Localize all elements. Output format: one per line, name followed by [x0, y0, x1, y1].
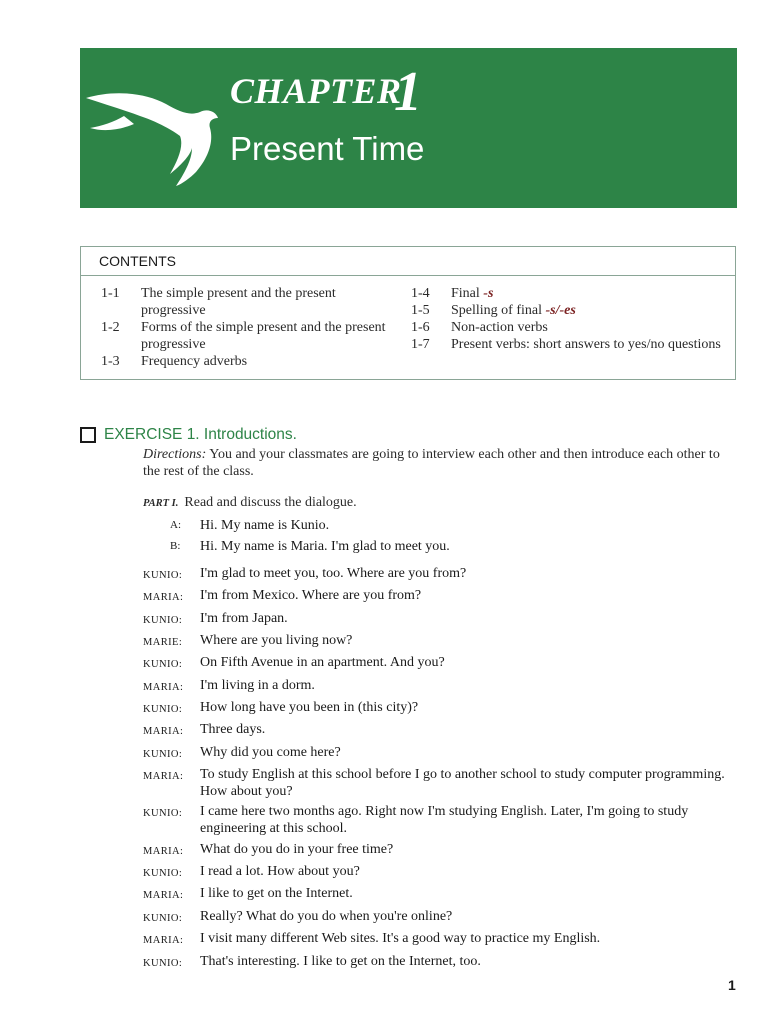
dialogue-text: I'm living in a dorm. [200, 677, 315, 693]
toc-number: 1-4 [411, 286, 430, 301]
dialogue-line [143, 610, 733, 629]
speaker-label: MARIA: [143, 726, 184, 738]
toc-item[interactable] [101, 353, 401, 370]
dialogue-line [170, 536, 710, 557]
dialogue-line [143, 677, 733, 696]
toc-text-emphasis: -s/-es [545, 303, 576, 318]
speaker-label: KUNIO: [143, 570, 183, 581]
dialogue-line [143, 587, 733, 606]
toc-item[interactable] [411, 302, 731, 319]
contents-heading: CONTENTS [81, 247, 735, 276]
directions-label: Directions: [143, 447, 207, 462]
dialogue-line [143, 766, 733, 800]
dialogue-line [143, 885, 733, 904]
speaker-label: MARIA: [143, 681, 184, 693]
speaker-label: KUNIO: [143, 957, 183, 969]
toc-text-main: Spelling of final [451, 303, 546, 318]
toc-item[interactable] [101, 285, 401, 319]
dialogue-text: I read a lot. How about you? [200, 864, 360, 880]
dialogue-text: I'm from Mexico. Where are you from? [200, 588, 422, 604]
dialogue-line [143, 744, 733, 763]
dialogue-line [143, 803, 733, 837]
part-label: PART I. [143, 498, 179, 509]
dialogue-text: That's interesting. I like to get on the Internet, too. [200, 953, 481, 969]
exercise-title: EXERCISE 1. Introductions. [104, 426, 297, 443]
speaker-label: KUNIO: [143, 912, 183, 924]
toc-text: Forms of the simple present and the present progressive [141, 320, 386, 352]
speaker-label: KUNIO: [143, 704, 183, 716]
toc-number: 1-2 [101, 320, 120, 335]
toc-text-emphasis: -s [483, 286, 494, 301]
toc-text: The simple present and the present progressive [141, 286, 336, 318]
dialogue-line [143, 699, 733, 718]
dialogue-text: To study English at this school before I go to another school to study computer programming. How about you? [200, 767, 725, 800]
toc-text: Present verbs: short answers to yes/no questions [451, 337, 721, 352]
toc-text [451, 285, 731, 302]
dialogue-text: I'm from Japan. [200, 610, 288, 626]
exercise-checkbox[interactable] [80, 427, 96, 443]
toc-number: 1-1 [101, 286, 120, 301]
toc-number: 1-6 [411, 320, 430, 335]
main-dialogue [143, 565, 733, 975]
chapter-number: 1 [394, 61, 422, 123]
dialogue-text: Where are you living now? [200, 633, 353, 649]
dialogue-text: On Fifth Avenue in an apartment. And you? [200, 655, 445, 671]
dialogue-text: I like to get on the Internet. [200, 886, 353, 902]
toc-number: 1-7 [411, 337, 430, 352]
directions-text: You and your classmates are going to interview each other and then introduce each other to the rest of the class. [143, 447, 720, 479]
page-number: 1 [728, 977, 736, 993]
contents-box [80, 246, 736, 380]
dialogue-line [143, 953, 733, 972]
speaker-label: KUNIO: [143, 659, 183, 671]
dialogue-line [143, 930, 733, 949]
toc-item[interactable] [411, 285, 731, 302]
toc-text: Frequency adverbs [141, 354, 248, 369]
dialogue-text: What do you do in your free time? [200, 841, 394, 857]
dialogue-text: I visit many different Web sites. It's a good way to practice my English. [200, 931, 601, 947]
speaker-label: MARIA: [143, 771, 184, 783]
chapter-title: Present Time [230, 130, 425, 167]
speaker-label: KUNIO: [143, 868, 183, 880]
chapter-banner [80, 48, 737, 208]
speaker-label: MARIA: [143, 592, 184, 604]
dialogue-line [143, 654, 733, 673]
dialogue-line [143, 721, 733, 740]
toc-item[interactable] [411, 319, 731, 336]
dialogue-text: How long have you been in (this city)? [200, 700, 419, 716]
dialogue-text: I'm glad to meet you, too. Where are you from? [200, 566, 467, 581]
speaker-label: MARIE: [143, 637, 183, 649]
speaker-label: A: [170, 519, 181, 531]
dialogue-line [170, 515, 710, 536]
speaker-label: B: [170, 540, 181, 552]
dialogue-line [143, 632, 733, 651]
toc-text-main: Final [451, 286, 484, 301]
ab-dialogue [170, 515, 710, 557]
dialogue-text: Why did you come here? [200, 744, 341, 760]
speaker-label: KUNIO: [143, 614, 183, 626]
toc-number: 1-5 [411, 303, 430, 318]
exercise-heading [80, 426, 297, 444]
speaker-label: MARIA: [143, 935, 184, 947]
speaker-label: KUNIO: [143, 808, 183, 820]
chapter-word: CHAPTER [230, 71, 402, 111]
exercise-directions [143, 446, 723, 480]
speaker-label: MARIA: [143, 845, 184, 857]
swallow-bird-icon [84, 86, 224, 186]
part-text: Read and discuss the dialogue. [184, 495, 357, 510]
contents-left-column [101, 285, 401, 370]
dialogue-text: I came here two months ago. Right now I'm studying English. Later, I'm going to study engineering at this school. [200, 804, 689, 837]
toc-text [451, 302, 731, 319]
contents-right-column [411, 285, 731, 353]
dialogue-text: Hi. My name is Kunio. [200, 518, 330, 533]
part-heading [143, 495, 357, 511]
dialogue-line [143, 908, 733, 927]
toc-text: Non-action verbs [451, 320, 548, 335]
speaker-label: MARIA: [143, 890, 184, 902]
toc-item[interactable] [411, 336, 731, 353]
dialogue-text: Three days. [200, 722, 266, 738]
dialogue-line [143, 565, 733, 584]
toc-number: 1-3 [101, 354, 120, 369]
speaker-label: KUNIO: [143, 748, 183, 760]
toc-item[interactable] [101, 319, 401, 353]
dialogue-text: Really? What do you do when you're online? [200, 908, 453, 924]
dialogue-line [143, 863, 733, 882]
dialogue-line [143, 841, 733, 860]
dialogue-text: Hi. My name is Maria. I'm glad to meet you. [200, 539, 450, 554]
